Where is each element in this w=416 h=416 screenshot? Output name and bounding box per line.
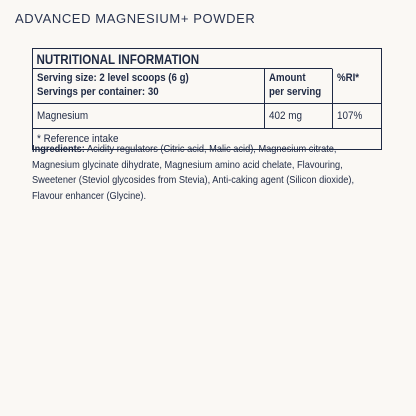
nutrient-ri: 107% — [337, 110, 363, 122]
nutrition-panel-heading: NUTRITIONAL INFORMATION — [33, 49, 332, 69]
ri-header-label: %RI* — [337, 72, 360, 84]
product-title: ADVANCED MAGNESIUM+ POWDER — [15, 11, 256, 26]
nutrition-panel — [32, 48, 382, 150]
reference-intake-footnote: * Reference intake — [37, 133, 119, 145]
nutrition-header-row — [33, 69, 381, 104]
ri-column-header — [333, 69, 381, 103]
nutrient-amount: 402 mg — [265, 104, 333, 128]
ingredients-label: Ingredients: — [32, 143, 85, 155]
amount-header-line2: per serving — [269, 86, 322, 98]
ingredients-text — [32, 142, 366, 204]
servings-per-container: Servings per container: 30 — [37, 86, 159, 98]
nutrient-name: Magnesium — [33, 104, 265, 128]
serving-info-cell — [33, 69, 265, 103]
ingredients-list: Acidity regulators (Citric acid, Malic acid), Magnesium citrate, Magnesium glycinate dihydrate, Magnesium amino acid chelate, Flavouring, Sweetener (Steviol glycosides from Stevia), Anti-caking agent (Silicon dioxide), Flavour enhancer (Glycine). — [32, 143, 355, 202]
serving-size: Serving size: 2 level scoops (6 g) — [37, 72, 189, 84]
table-row — [33, 104, 381, 129]
amount-header-line1: Amount — [269, 72, 306, 84]
amount-column-header — [265, 69, 333, 103]
